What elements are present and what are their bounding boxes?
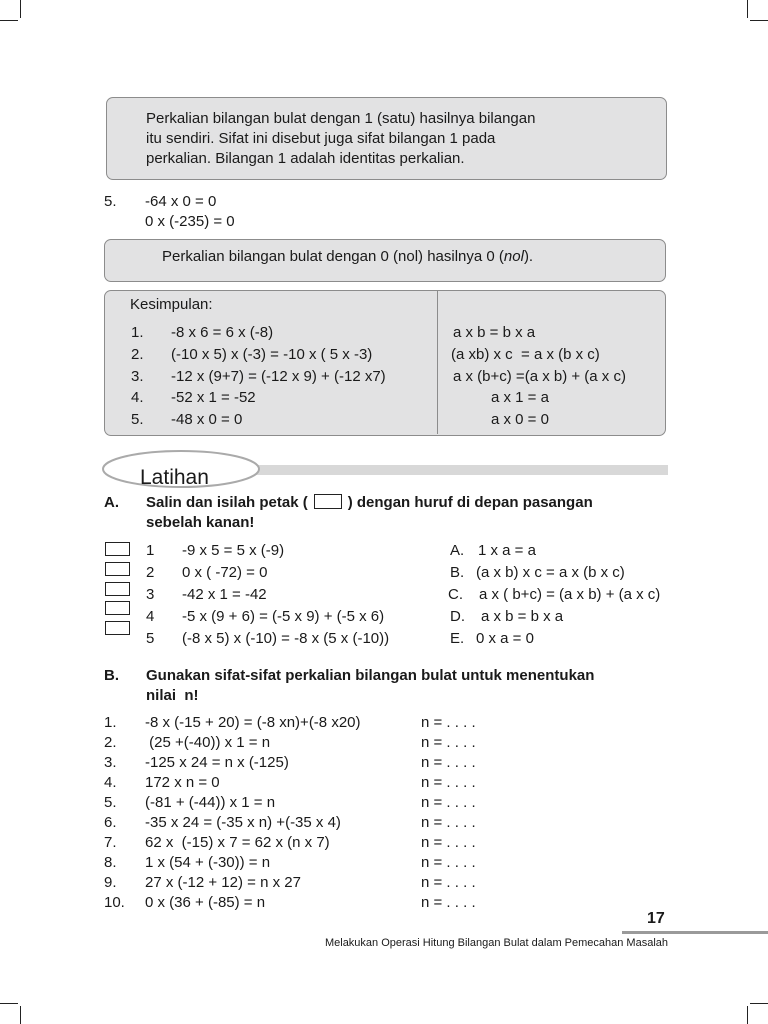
exercise-answer: n = . . . .: [421, 794, 476, 811]
zero-property-box: [104, 239, 666, 282]
section-b-instr-line2: nilai n!: [146, 687, 199, 704]
crop-mark: [747, 1006, 748, 1024]
item-5-line-1: -64 x 0 = 0: [145, 193, 217, 210]
exercise-number: 6.: [104, 814, 117, 831]
exercise-number: 9.: [104, 874, 117, 891]
pair-right-letter: E.: [450, 630, 465, 647]
exercise-answer: n = . . . .: [421, 834, 476, 851]
exercise-answer: n = . . . .: [421, 854, 476, 871]
section-b-instr-line1: Gunakan sifat-sifat perkalian bilangan bulat untuk menentukan: [146, 667, 595, 684]
pair-right-letter: C.: [448, 586, 463, 603]
exercise-equation: -125 x 24 = n x (-125): [145, 754, 289, 771]
section-a-instruction: [146, 493, 593, 513]
box2-text: [162, 247, 533, 267]
pair-left-statement: -42 x 1 = -42: [182, 586, 267, 603]
kesimpulan-row-number: 4.: [131, 389, 144, 406]
kesimpulan-row-number: 1.: [131, 324, 144, 341]
kesimpulan-rule: a x 0 = 0: [491, 411, 549, 428]
answer-box-3[interactable]: [105, 582, 130, 596]
answer-box-5[interactable]: [105, 621, 130, 635]
pair-left-statement: 0 x ( -72) = 0: [182, 564, 268, 581]
latihan-bar: [238, 465, 668, 475]
exercise-answer: n = . . . .: [421, 874, 476, 891]
section-a-instr-pre: Salin dan isilah petak (: [146, 494, 308, 511]
footer-rule: [622, 931, 768, 934]
pair-left-number: 4: [146, 608, 155, 625]
exercise-answer: n = . . . .: [421, 814, 476, 831]
kesimpulan-divider: [437, 291, 438, 434]
crop-mark: [20, 1006, 21, 1024]
box2-text-post: ).: [523, 248, 534, 265]
exercise-number: 10.: [104, 894, 125, 911]
exercise-equation: (25 +(-40)) x 1 = n: [145, 734, 271, 751]
exercise-equation: (-81 + (-44)) x 1 = n: [145, 794, 276, 811]
crop-mark: [0, 1003, 18, 1004]
section-a-instr-line2: sebelah kanan!: [146, 514, 255, 531]
pair-left-number: 2: [146, 564, 155, 581]
pair-right-letter: A.: [450, 542, 465, 559]
section-a-label: A.: [104, 494, 119, 511]
kesimpulan-title: Kesimpulan:: [130, 296, 213, 313]
crop-mark: [20, 0, 21, 18]
answer-box-1[interactable]: [105, 542, 130, 556]
latihan-title: Latihan: [140, 466, 209, 489]
exercise-number: 8.: [104, 854, 117, 871]
pair-left-statement: -5 x (9 + 6) = (-5 x 9) + (-5 x 6): [182, 608, 385, 625]
pair-left-statement: (-8 x 5) x (-10) = -8 x (5 x (-10)): [182, 630, 390, 647]
pair-right-property: a x b = b x a: [481, 608, 564, 625]
kesimpulan-example: (-10 x 5) x (-3) = -10 x ( 5 x -3): [171, 346, 373, 363]
crop-mark: [0, 20, 18, 21]
pair-left-statement: -9 x 5 = 5 x (-9): [182, 542, 285, 559]
kesimpulan-row-number: 2.: [131, 346, 144, 363]
exercise-number: 2.: [104, 734, 117, 751]
kesimpulan-rule: a x (b+c) =(a x b) + (a x c): [453, 368, 626, 385]
exercise-answer: n = . . . .: [421, 734, 476, 751]
box2-text-em: nol: [503, 248, 524, 265]
kesimpulan-box: [104, 290, 666, 436]
exercise-number: 7.: [104, 834, 117, 851]
kesimpulan-rule: (a xb) x c = a x (b x c): [451, 346, 600, 363]
pair-right-property: 1 x a = a: [478, 542, 536, 559]
crop-mark: [750, 20, 768, 21]
exercise-number: 1.: [104, 714, 117, 731]
pair-left-number: 5: [146, 630, 155, 647]
crop-mark: [747, 0, 748, 18]
answer-box-2[interactable]: [105, 562, 130, 576]
exercise-number: 4.: [104, 774, 117, 791]
kesimpulan-example: -48 x 0 = 0: [171, 411, 243, 428]
box2-text-pre: Perkalian bilangan bulat dengan 0 (nol) hasilnya 0 (: [162, 248, 504, 265]
pair-right-property: 0 x a = 0: [476, 630, 534, 647]
kesimpulan-rule: a x b = b x a: [453, 324, 536, 341]
kesimpulan-rule: a x 1 = a: [491, 389, 549, 406]
answer-box-4[interactable]: [105, 601, 130, 615]
kesimpulan-example: -8 x 6 = 6 x (-8): [171, 324, 274, 341]
footer-caption: Melakukan Operasi Hitung Bilangan Bulat dalam Pemecahan Masalah: [324, 937, 668, 949]
exercise-equation: -8 x (-15 + 20) = (-8 xn)+(-8 x20): [145, 714, 361, 731]
pair-right-property: a x ( b+c) = (a x b) + (a x c): [479, 586, 661, 603]
pair-right-letter: B.: [450, 564, 465, 581]
exercise-answer: n = . . . .: [421, 754, 476, 771]
exercise-number: 5.: [104, 794, 117, 811]
box1-line-1: Perkalian bilangan bulat dengan 1 (satu) hasilnya bilangan: [146, 110, 536, 127]
exercise-equation: 0 x (36 + (-85) = n: [145, 894, 266, 911]
crop-mark: [750, 1003, 768, 1004]
kesimpulan-row-number: 3.: [131, 368, 144, 385]
box1-line-2: itu sendiri. Sifat ini disebut juga sifat bilangan 1 pada: [146, 130, 496, 147]
box1-line-3: perkalian. Bilangan 1 adalah identitas perkalian.: [146, 150, 465, 167]
kesimpulan-example: -52 x 1 = -52: [171, 389, 256, 406]
item-5-line-2: 0 x (-235) = 0: [145, 213, 235, 230]
item-5-number: 5.: [104, 193, 117, 210]
exercise-equation: 27 x (-12 + 12) = n x 27: [145, 874, 301, 891]
exercise-answer: n = . . . .: [421, 714, 476, 731]
identity-property-box: [106, 97, 667, 180]
exercise-answer: n = . . . .: [421, 774, 476, 791]
exercise-equation: -35 x 24 = (-35 x n) +(-35 x 4): [145, 814, 341, 831]
exercise-equation: 1 x (54 + (-30)) = n: [145, 854, 271, 871]
exercise-equation: 172 x n = 0: [145, 774, 220, 791]
petak-sample-box: [314, 494, 342, 509]
exercise-answer: n = . . . .: [421, 894, 476, 911]
page-number: 17: [647, 910, 665, 927]
exercise-equation: 62 x (-15) x 7 = 62 x (n x 7): [145, 834, 330, 851]
pair-left-number: 3: [146, 586, 155, 603]
section-a-instr-post: ) dengan huruf di depan pasangan: [347, 494, 593, 511]
section-b-label: B.: [104, 667, 119, 684]
kesimpulan-row-number: 5.: [131, 411, 144, 428]
kesimpulan-example: -12 x (9+7) = (-12 x 9) + (-12 x7): [171, 368, 386, 385]
pair-right-property: (a x b) x c = a x (b x c): [476, 564, 625, 581]
pair-left-number: 1: [146, 542, 155, 559]
exercise-number: 3.: [104, 754, 117, 771]
pair-right-letter: D.: [450, 608, 465, 625]
